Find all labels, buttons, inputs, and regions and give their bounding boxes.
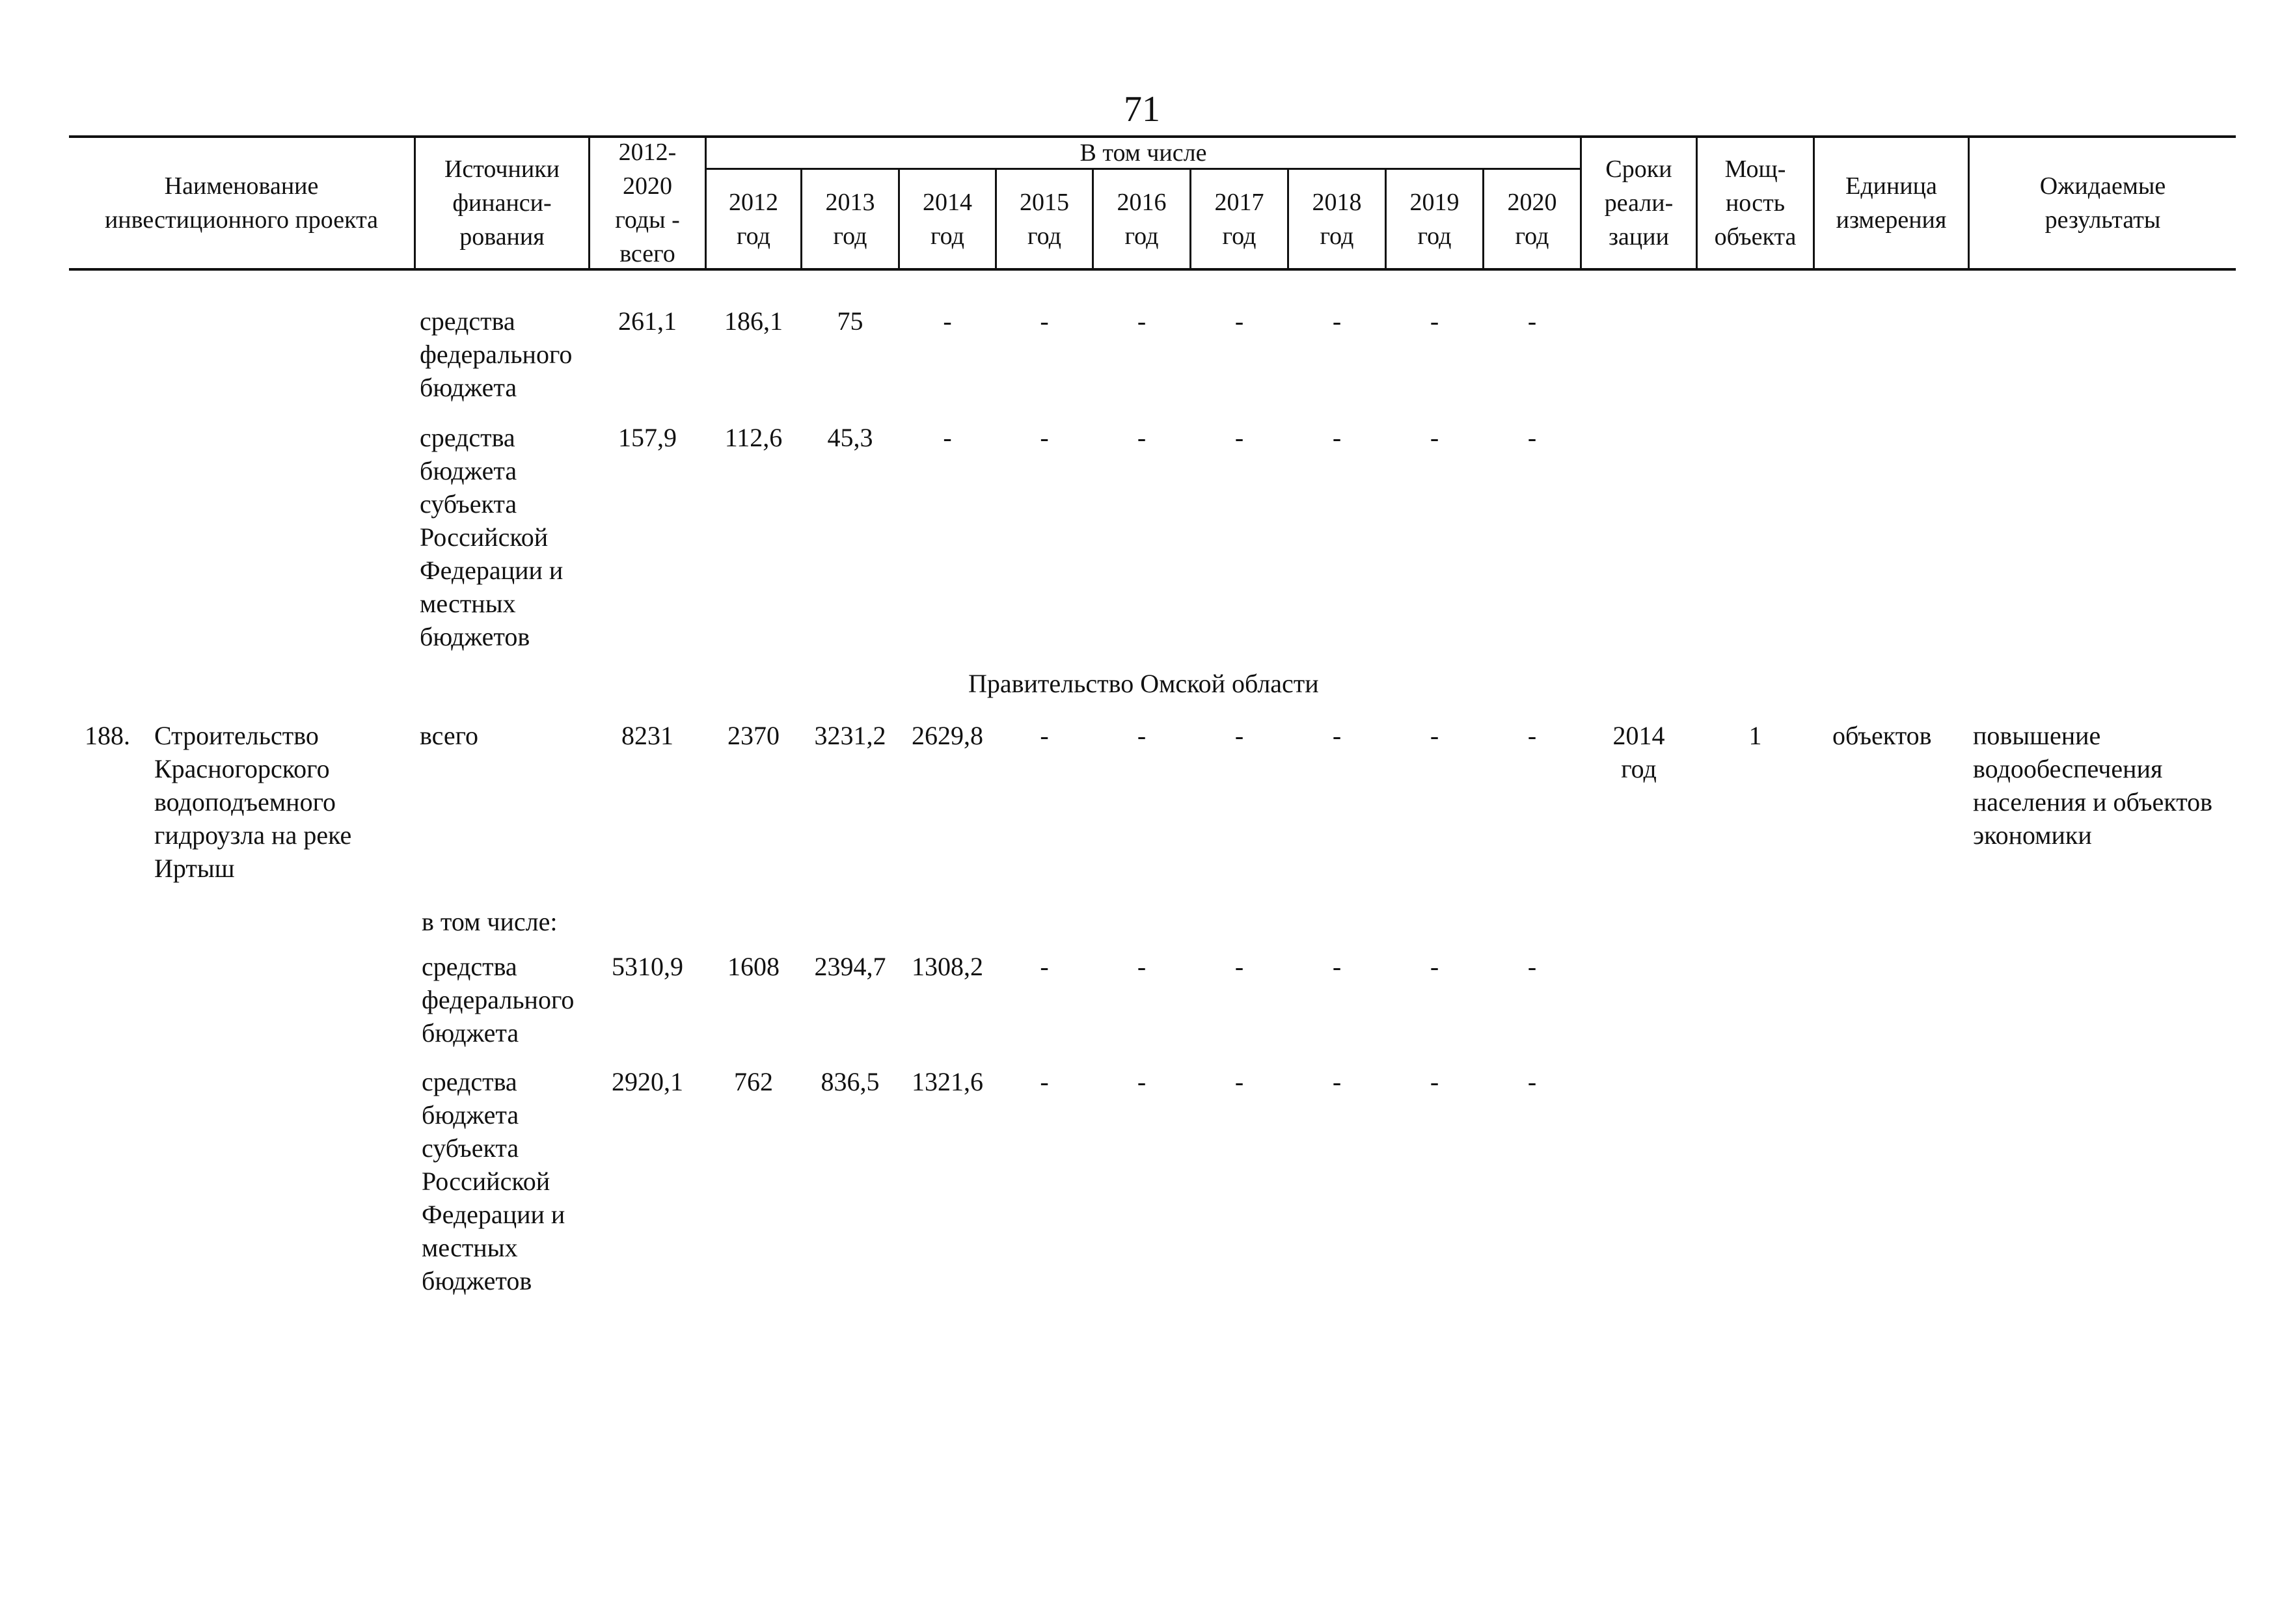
row-year-value: -: [1040, 306, 1049, 336]
row-year-value: -: [1040, 721, 1049, 750]
page-number: 71: [1124, 89, 1160, 129]
header-results: Ожидаемые результаты: [2039, 172, 2166, 234]
header-year-2016: 2016 год: [1117, 189, 1167, 250]
row-total: 5310,9: [612, 952, 683, 981]
row-year-value: -: [1234, 423, 1244, 452]
row-year-value: -: [1234, 952, 1244, 981]
row-year-value: -: [1527, 306, 1537, 336]
project-name: Строительство Красногорского водоподъемного гидроузла на реке Иртыш: [154, 721, 352, 883]
row-year-value: 1321,6: [912, 1067, 983, 1096]
header-year-2020: 2020 год: [1507, 189, 1557, 250]
row-year-value: -: [1332, 306, 1342, 336]
project-terms: 2014 год: [1612, 721, 1665, 783]
row-year-value: -: [1527, 721, 1537, 750]
row-year-value: 2370: [727, 721, 780, 750]
row-year-value: 2629,8: [912, 721, 983, 750]
row-year-value: -: [1527, 423, 1537, 452]
row-year-value: 3231,2: [814, 721, 886, 750]
header-unit: Единица измерения: [1836, 172, 1947, 234]
header-capacity: Мощ- ность объекта: [1714, 156, 1797, 250]
header-bottom-rule: [69, 268, 2236, 271]
row-source: средства бюджета субъекта Российской Федерации и местных бюджетов: [420, 423, 564, 651]
row-year-value: -: [1234, 721, 1244, 750]
row-year-value: -: [1040, 952, 1049, 981]
header-year-2014: 2014 год: [923, 189, 972, 250]
header-terms: Сроки реали- зации: [1604, 156, 1674, 250]
header-including: В том числе: [1080, 139, 1207, 167]
row-year-value: -: [1430, 306, 1439, 336]
row-year-value: -: [1137, 721, 1147, 750]
row-year-value: -: [1527, 952, 1537, 981]
row-year-value: -: [1527, 1067, 1537, 1096]
row-year-value: 45,3: [827, 423, 873, 452]
row-year-value: -: [1430, 952, 1439, 981]
header-year-2017: 2017 год: [1214, 189, 1264, 250]
row-total: 157,9: [618, 423, 677, 452]
row-source: средства бюджета субъекта Российской Федерации и местных бюджетов: [422, 1067, 565, 1295]
row-year-value: -: [1430, 721, 1439, 750]
row-year-value: 1308,2: [912, 952, 983, 981]
row-total: 261,1: [618, 306, 677, 336]
row-source: средства федерального бюджета: [420, 306, 573, 402]
row-source: всего: [420, 721, 479, 750]
row-year-value: -: [1430, 1067, 1439, 1096]
row-year-value: 112,6: [724, 423, 783, 452]
header-total: 2012- 2020 годы - всего: [615, 139, 680, 267]
row-year-value: 1608: [727, 952, 780, 981]
row-year-value: -: [1137, 952, 1147, 981]
row-year-value: -: [1332, 952, 1342, 981]
row-year-value: -: [1040, 423, 1049, 452]
header-year-2019: 2019 год: [1409, 189, 1460, 250]
header-sources: Источники финанси- рования: [444, 156, 560, 250]
including-label: в том числе:: [422, 907, 558, 936]
row-year-value: -: [1137, 423, 1147, 452]
row-year-value: -: [943, 423, 952, 452]
project-unit: объектов: [1832, 721, 1932, 750]
row-year-value: 762: [734, 1067, 773, 1096]
project-results: повышение водообеспечения населения и объектов экономики: [1973, 721, 2213, 850]
row-year-value: -: [943, 306, 952, 336]
row-total: 8231: [621, 721, 673, 750]
project-number: 188.: [85, 721, 130, 750]
project-capacity: 1: [1748, 721, 1762, 750]
row-year-value: 75: [837, 306, 863, 336]
header-year-2013: 2013 год: [825, 189, 875, 250]
row-year-value: -: [1234, 1067, 1244, 1096]
row-year-value: -: [1040, 1067, 1049, 1096]
row-year-value: -: [1137, 1067, 1147, 1096]
row-year-value: -: [1332, 1067, 1342, 1096]
header-project-name: Наименование инвестиционного проекта: [104, 172, 379, 234]
header-year-2012: 2012 год: [729, 189, 778, 250]
row-year-value: -: [1234, 306, 1244, 336]
row-year-value: 2394,7: [814, 952, 886, 981]
row-total: 2920,1: [612, 1067, 683, 1096]
row-year-value: -: [1332, 423, 1342, 452]
row-year-value: 186,1: [724, 306, 783, 336]
row-year-value: 836,5: [821, 1067, 880, 1096]
row-year-value: -: [1332, 721, 1342, 750]
header-year-2015: 2015 год: [1020, 189, 1069, 250]
section-caption: Правительство Омской области: [968, 669, 1319, 698]
row-year-value: -: [1430, 423, 1439, 452]
row-year-value: -: [1137, 306, 1147, 336]
row-source: средства федерального бюджета: [422, 952, 575, 1048]
header-year-2018: 2018 год: [1312, 189, 1362, 250]
